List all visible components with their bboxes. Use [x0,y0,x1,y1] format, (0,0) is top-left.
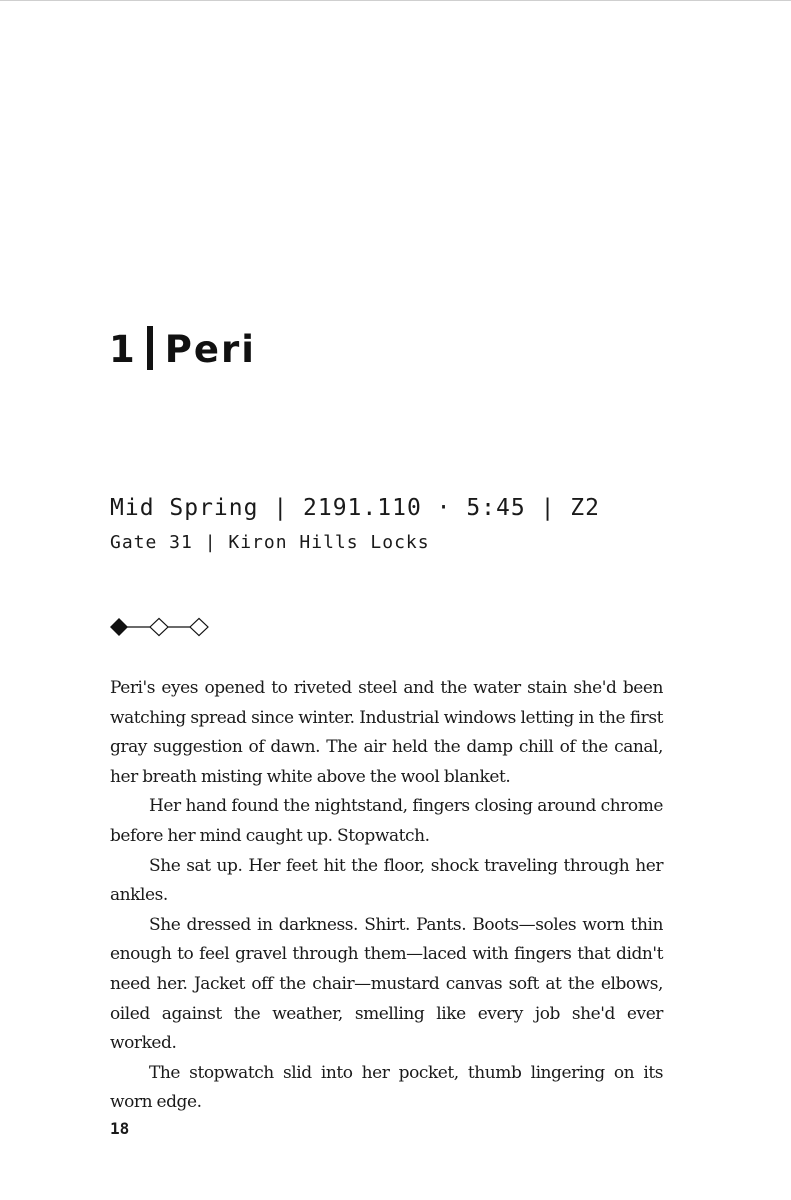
diamond-chain-icon [109,616,213,643]
scene-time-heading: Mid Spring | 2191.110 · 5:45 | Z2 [110,495,600,521]
chapter-number: 1 [109,328,137,371]
scene-location-heading: Gate 31 | Kiron Hills Locks [110,532,430,553]
chapter-name: Peri [164,328,256,371]
paragraph: Peri's eyes opened to riveted steel and the water stain she'd been watching spread since winter. Industrial windows letting in the first gray suggestion of dawn. The air held the damp chill of the canal, her breath misting white above the wool blanket. [110,678,663,787]
chapter-title [109,326,256,370]
paragraph: She sat up. Her feet hit the floor, shock traveling through her ankles. [110,855,663,906]
paragraph: She dressed in darkness. Shirt. Pants. Boots—soles worn thin enough to feel gravel through them—laced with fingers that didn't need her. Jacket off the chair—mustard canvas soft at the elbows, oiled against the weather, smelling like every job she'd ever worked. [110,914,663,1054]
paragraph: The stopwatch slid into her pocket, thumb lingering on its worn edge. [110,1062,663,1113]
chapter-body [110,674,663,1118]
top-border [0,0,791,1]
page-number: 18 [110,1119,130,1138]
paragraph: Her hand found the nightstand, fingers closing around chrome before her mind caught up. Stopwatch. [110,796,663,846]
title-divider-bar [147,326,153,370]
